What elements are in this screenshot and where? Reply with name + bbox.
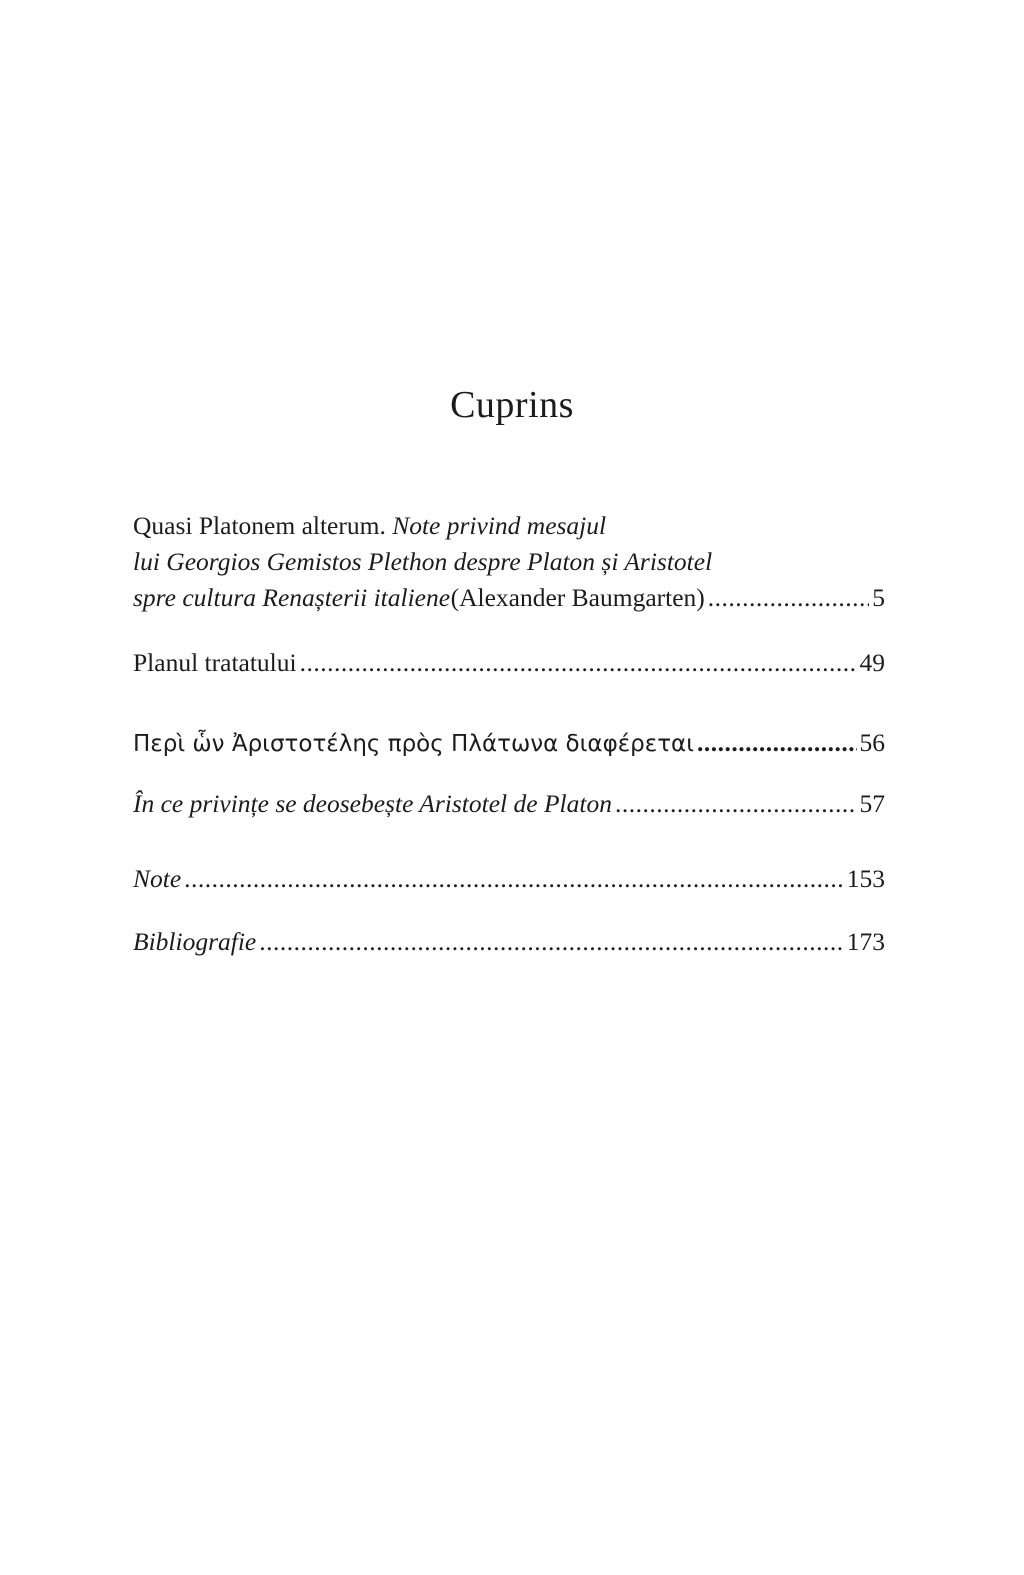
entry-author: (Alexander Baumgarten) <box>450 583 705 612</box>
toc-entry-line <box>133 645 885 681</box>
dot-leader <box>259 924 844 960</box>
dot-leader <box>615 786 857 822</box>
toc-entry-line <box>133 786 885 822</box>
entry-title-italic: Note privind mesajul <box>392 511 607 540</box>
toc-entry-note[interactable] <box>133 861 885 897</box>
page-title: Cuprins <box>450 384 574 426</box>
page-number: 57 <box>859 789 885 818</box>
entry-title-italic: spre cultura Renașterii italiene <box>133 583 451 612</box>
page-number: 49 <box>859 648 885 677</box>
toc-entry-line <box>133 508 885 544</box>
dot-leader <box>184 861 844 897</box>
page-number: 173 <box>846 927 885 956</box>
toc-entry-line <box>133 580 885 616</box>
toc-entry-greek-text[interactable] <box>133 725 885 761</box>
entry-title: Note <box>133 864 182 893</box>
entry-title: Περὶ ὧν Ἀριστοτέλης πρὸς Πλάτωνα διαφέρεται <box>133 731 694 757</box>
dot-leader <box>708 580 869 616</box>
page-number: 5 <box>872 583 885 612</box>
entry-title: În ce privințe se deosebește Aristotel de Platon <box>133 789 612 818</box>
toc-entry-line <box>133 924 885 960</box>
dot-leader <box>300 645 857 681</box>
toc-entry-planul-tratatului[interactable] <box>133 645 885 681</box>
toc-entry-line <box>133 861 885 897</box>
toc-entry-line <box>133 725 885 761</box>
page-number: 153 <box>846 864 885 893</box>
page-number: 56 <box>859 728 885 757</box>
entry-title-roman: Quasi Platonem alterum. <box>133 511 386 540</box>
toc-entry-plethon-essay[interactable] <box>133 508 885 616</box>
toc-entry-romanian-translation[interactable] <box>133 786 885 822</box>
toc-entry-bibliografie[interactable] <box>133 924 885 960</box>
entry-title: Planul tratatului <box>133 648 297 677</box>
dot-leader <box>697 725 857 761</box>
toc-entry-line: lui Georgios Gemistos Plethon despre Platon și Aristotel <box>133 547 713 576</box>
entry-title: Bibliografie <box>133 927 257 956</box>
